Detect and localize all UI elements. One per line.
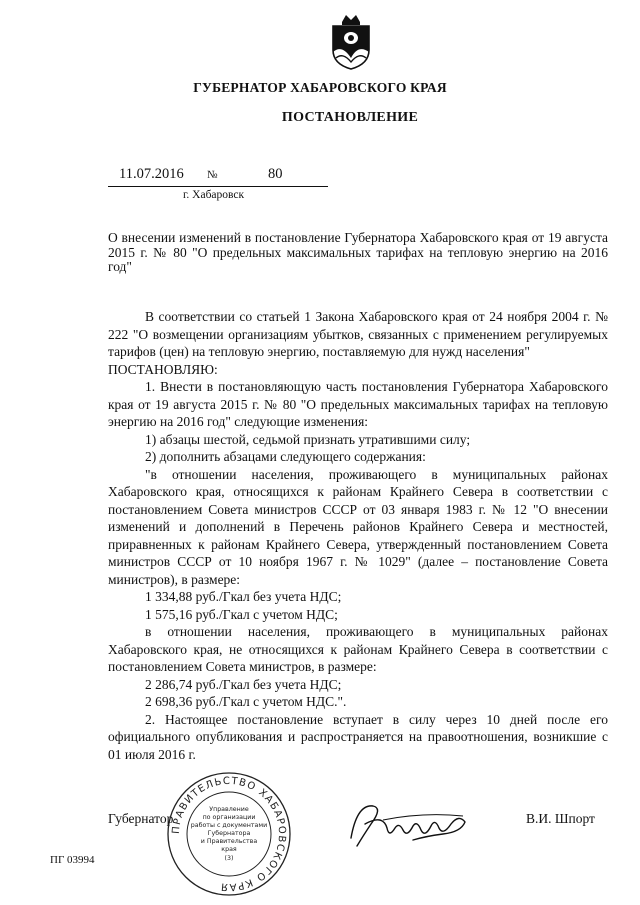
- stamp-line-1: Управление: [209, 806, 249, 813]
- price-line-4: 2 698,36 руб./Гкал с учетом НДС.".: [145, 694, 347, 709]
- quote-paragraph-2: в отношении населения, проживающего в муниципальных районах Хабаровского края, не относящихся к районам Крайнего Севера в соответствии с постановлением Совета министров, в размере:: [108, 624, 608, 674]
- document-date: 11.07.2016: [119, 166, 184, 182]
- official-stamp: [166, 771, 292, 897]
- stamp-line-5: и Правительства: [200, 838, 258, 845]
- document-type: ПОСТАНОВЛЕНИЕ: [281, 110, 419, 125]
- authority-title: ГУБЕРНАТОР ХАБАРОВСКОГО КРАЯ: [193, 80, 447, 95]
- stamp-line-3: работы с документами: [190, 822, 268, 829]
- preamble: В соответствии со статьей 1 Закона Хабаровского края от 24 ноября 2004 г. № 222 "О возмещении организациям убытков, связанных с применением регулируемых тарифов (цен) на тепловую энергию, поставляемую для нужд населения": [108, 309, 608, 359]
- document-body: [108, 308, 608, 763]
- stamp-line-6: края: [221, 846, 237, 853]
- stamp-line-2: по организации: [202, 814, 256, 821]
- item-1-1: 1) абзацы шестой, седьмой признать утратившими силу;: [145, 431, 471, 447]
- document-number: 80: [268, 166, 283, 182]
- city: г. Хабаровск: [183, 189, 245, 201]
- price-line-1: 1 334,88 руб./Гкал без учета НДС;: [145, 589, 342, 604]
- item-1: 1. Внести в постановляющую часть постановления Губернатора Хабаровского края от 19 августа 2015 г. № 80 "О предельных максимальных тарифах на тепловую энергию на 2016 год" следующие изменения:: [108, 379, 608, 429]
- price-line-2: 1 575,16 руб./Гкал с учетом НДС;: [145, 606, 338, 622]
- signatory-position: Губернатор: [108, 811, 174, 826]
- document-subject: О внесении изменений в постановление Губернатора Хабаровского края от 19 августа 2015 г. № 80 "О предельных максимальных тарифах на тепловую энергию на 2016 год": [108, 230, 608, 274]
- date-number-line: [108, 166, 328, 187]
- number-sign: №: [207, 169, 218, 181]
- coat-of-arms-icon: [328, 12, 374, 70]
- stamp-line-7: (3): [224, 855, 234, 862]
- handwritten-signature: [343, 794, 473, 854]
- signatory-name: В.И. Шпорт: [526, 811, 595, 826]
- item-2: 2. Настоящее постановление вступает в силу через 10 дней после его официального опубликования и распространяется на правоотношения, возникшие с 01 июля 2016 г.: [108, 711, 608, 762]
- stamp-line-4: Губернатора: [207, 830, 251, 837]
- item-1-2: 2) дополнить абзацами следующего содержания:: [145, 449, 426, 464]
- resolves-heading: ПОСТАНОВЛЯЮ:: [108, 361, 218, 377]
- quote-paragraph-1: "в отношении населения, проживающего в муниципальных районах Хабаровского края, относящихся к районам Крайнего Севера в соответствии с постановлением Совета министров СССР от 03 января 1983 г. № 12 "О внесении изменений и дополнений в Перечень районов Крайнего Севера и местностей, приравненных к районам Крайнего Севера, утвержденный постановлением Совета министров СССР от 10 ноября 1967 г. № 1029" (далее – постановление Совета министров), в размере:: [108, 466, 608, 587]
- stamp-ring-text: ПРАВИТЕЛЬСТВО ХАБАРОВСКОГО КРАЯ: [170, 775, 288, 893]
- document-code: ПГ 03994: [50, 854, 95, 866]
- price-line-3: 2 286,74 руб./Гкал без учета НДС;: [145, 676, 342, 692]
